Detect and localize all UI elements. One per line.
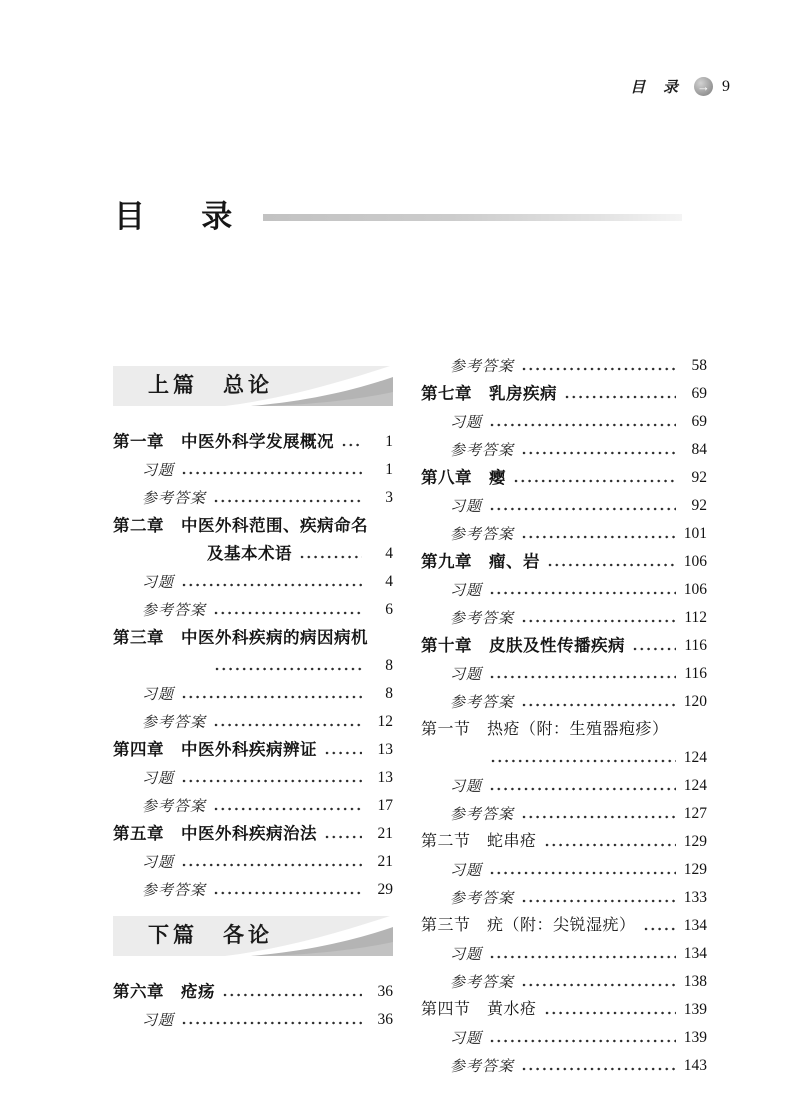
dot-leader xyxy=(490,787,676,791)
toc-entry-row xyxy=(113,428,393,456)
dot-leader xyxy=(545,843,676,847)
page-number: 120 xyxy=(683,693,707,710)
dot-leader xyxy=(565,395,676,399)
dot-leader xyxy=(548,563,676,567)
toc-entry-row xyxy=(421,604,707,632)
dot-leader xyxy=(490,591,676,595)
toc-entry-label: 习题 xyxy=(450,777,483,795)
toc-entry-label: 习题 xyxy=(142,853,175,871)
page-number: 116 xyxy=(684,665,707,682)
toc-entry-label: 参考答案 xyxy=(142,489,207,507)
toc-entry-row xyxy=(421,408,707,436)
dot-leader xyxy=(633,647,676,651)
dot-leader xyxy=(522,451,676,455)
toc-entry-row xyxy=(113,848,393,876)
toc-column-right xyxy=(421,350,707,1080)
dot-leader xyxy=(214,611,362,615)
dot-leader xyxy=(182,695,362,699)
page-number: 36 xyxy=(377,983,393,1000)
toc-entry-label: 参考答案 xyxy=(142,797,207,815)
toc-entry-label: 第八章 瘿 xyxy=(421,469,506,487)
page-number: 127 xyxy=(683,805,707,822)
toc-entry-label: 参考答案 xyxy=(450,441,515,459)
dot-leader xyxy=(300,555,362,559)
dot-leader xyxy=(182,863,362,867)
toc-entry-row xyxy=(113,512,393,540)
page-number: 133 xyxy=(683,889,707,906)
dot-leader xyxy=(522,703,676,707)
toc-entry-label: 习题 xyxy=(142,1011,175,1029)
toc-entry-label: 第三章 中医外科疾病的病因病机 xyxy=(113,629,368,647)
part-banner xyxy=(113,366,393,406)
dot-leader xyxy=(491,759,676,763)
page-title: 目 录 xyxy=(114,199,246,234)
dot-leader xyxy=(182,583,362,587)
toc-entry-row xyxy=(421,436,707,464)
page-number: 92 xyxy=(691,469,707,486)
toc-entry-label: 参考答案 xyxy=(450,525,515,543)
page-number: 124 xyxy=(683,777,707,794)
toc-entry-row xyxy=(421,884,707,912)
toc-entry-label: 习题 xyxy=(142,573,175,591)
page-number: 106 xyxy=(683,553,707,570)
toc-entry-row xyxy=(421,1052,707,1080)
toc-entry-label: 参考答案 xyxy=(450,1057,515,1075)
toc-entry-row xyxy=(113,978,393,1006)
page-number: 139 xyxy=(683,1029,707,1046)
toc-entry-row xyxy=(421,464,707,492)
toc-entry-label: 第七章 乳房疾病 xyxy=(421,385,557,403)
page-number: 138 xyxy=(683,973,707,990)
toc-entry-row xyxy=(421,632,707,660)
toc-entry-row xyxy=(113,736,393,764)
dot-leader xyxy=(490,955,676,959)
toc-entry-label: 及基本术语 xyxy=(207,545,292,563)
toc-entry-label: 第二节 蛇串疮 xyxy=(421,833,537,850)
toc-column-left xyxy=(113,350,393,1080)
toc-entry-row xyxy=(421,492,707,520)
toc-entry-row xyxy=(113,792,393,820)
page-number: 21 xyxy=(377,825,393,842)
part-banner-label: 下篇 各论 xyxy=(148,924,273,947)
page-number: 124 xyxy=(683,749,707,766)
page-number: 143 xyxy=(683,1057,707,1074)
page-number: 69 xyxy=(691,385,707,402)
title-rule xyxy=(263,214,682,221)
toc-entry-row xyxy=(421,800,707,828)
toc-entry-label: 参考答案 xyxy=(450,973,515,991)
part-banner xyxy=(113,916,393,956)
page-number: 8 xyxy=(385,657,393,674)
toc-entry-row xyxy=(421,716,707,744)
page-number: 21 xyxy=(377,853,393,870)
toc-entry-label: 习题 xyxy=(450,665,483,683)
toc-entry-row xyxy=(421,912,707,940)
toc-entry-row xyxy=(113,484,393,512)
running-title: 目 录 xyxy=(630,80,685,96)
page-number: 84 xyxy=(691,441,707,458)
page-number: 129 xyxy=(683,833,707,850)
toc-entry-label: 习题 xyxy=(450,1029,483,1047)
toc-entry-row xyxy=(113,876,393,904)
toc-entry-row xyxy=(113,764,393,792)
toc-entry-label: 第五章 中医外科疾病治法 xyxy=(113,825,317,843)
toc-entry-row xyxy=(421,744,707,772)
page-number: 12 xyxy=(377,713,393,730)
dot-leader xyxy=(490,871,676,875)
toc-entry-label: 参考答案 xyxy=(450,357,515,375)
arrow-right-icon: → xyxy=(694,77,713,96)
toc-entry-row xyxy=(421,520,707,548)
dot-leader xyxy=(490,507,676,511)
page-number: 112 xyxy=(684,609,707,626)
dot-leader xyxy=(223,993,362,997)
toc-entry-label: 习题 xyxy=(142,685,175,703)
toc-entry-row xyxy=(113,540,393,568)
toc-entry-label: 习题 xyxy=(450,945,483,963)
toc-entry-row xyxy=(113,652,393,680)
toc-entry-row xyxy=(113,708,393,736)
page-number: 134 xyxy=(683,917,707,934)
toc-entry-row xyxy=(421,996,707,1024)
page-number: 139 xyxy=(683,1001,707,1018)
dot-leader xyxy=(522,619,676,623)
page-number: 13 xyxy=(377,769,393,786)
toc-entry-label: 习题 xyxy=(142,461,175,479)
toc-entry-label: 第六章 疮疡 xyxy=(113,983,215,1001)
toc-entry-row xyxy=(113,568,393,596)
dot-leader xyxy=(182,779,362,783)
toc-entry-label: 第九章 瘤、岩 xyxy=(421,553,540,571)
toc-entry-label: 参考答案 xyxy=(450,805,515,823)
toc-entry-label: 参考答案 xyxy=(450,693,515,711)
toc-entry-label: 参考答案 xyxy=(142,881,207,899)
dot-leader xyxy=(522,899,676,903)
toc-entry-label: 参考答案 xyxy=(450,889,515,907)
toc-entry-label: 习题 xyxy=(450,413,483,431)
page-number: 3 xyxy=(385,489,393,506)
page-number: 92 xyxy=(691,497,707,514)
dot-leader xyxy=(522,1067,676,1071)
toc-entry-label: 参考答案 xyxy=(142,713,207,731)
dot-leader xyxy=(522,983,676,987)
toc-entry-label: 参考答案 xyxy=(142,601,207,619)
part-banner-label: 上篇 总论 xyxy=(148,374,273,397)
toc-entry-label: 习题 xyxy=(450,497,483,515)
toc-entry-row xyxy=(113,456,393,484)
toc-entry-row xyxy=(421,856,707,884)
page-number: 134 xyxy=(683,945,707,962)
toc-entry-label: 习题 xyxy=(450,861,483,879)
dot-leader xyxy=(325,751,362,755)
toc-entry-label: 第四章 中医外科疾病辨证 xyxy=(113,741,317,759)
toc-entry-row xyxy=(113,624,393,652)
page-number: 6 xyxy=(385,601,393,618)
dot-leader xyxy=(514,479,676,483)
dot-leader xyxy=(522,367,676,371)
page-number: 8 xyxy=(385,685,393,702)
page-number: 101 xyxy=(683,525,707,542)
toc-entry-row xyxy=(421,940,707,968)
page-number: 116 xyxy=(684,637,707,654)
page-number: 1 xyxy=(385,461,393,478)
toc-entry-row xyxy=(421,660,707,688)
page-number: 4 xyxy=(385,573,393,590)
dot-leader xyxy=(325,835,362,839)
page-number: 17 xyxy=(377,797,393,814)
toc-entry-row xyxy=(421,380,707,408)
toc-columns xyxy=(113,350,707,1080)
toc-entry-label: 第一章 中医外科学发展概况 xyxy=(113,433,334,451)
toc-entry-row xyxy=(113,1006,393,1034)
dot-leader xyxy=(490,423,676,427)
toc-entry-row xyxy=(421,1024,707,1052)
page-number: 29 xyxy=(377,881,393,898)
page-number: 106 xyxy=(683,581,707,598)
dot-leader xyxy=(342,443,362,447)
dot-leader xyxy=(490,1039,676,1043)
toc-entry-label: 参考答案 xyxy=(450,609,515,627)
page-number: 58 xyxy=(691,357,707,374)
toc-entry-label: 第十章 皮肤及性传播疾病 xyxy=(421,637,625,655)
header-page-number: 9 xyxy=(722,77,730,95)
toc-entry-row xyxy=(421,828,707,856)
toc-entry-row xyxy=(421,772,707,800)
toc-entry-row xyxy=(421,576,707,604)
dot-leader xyxy=(545,1011,676,1015)
dot-leader xyxy=(644,927,676,931)
dot-leader xyxy=(214,891,362,895)
toc-entry-row xyxy=(421,688,707,716)
dot-leader xyxy=(182,1021,362,1025)
toc-entry-label: 习题 xyxy=(142,769,175,787)
toc-entry-label: 习题 xyxy=(450,581,483,599)
toc-entry-row xyxy=(113,820,393,848)
page-number: 4 xyxy=(385,545,393,562)
page-number: 69 xyxy=(691,413,707,430)
toc-entry-label: 第三节 疣（附：尖锐湿疣） xyxy=(421,917,636,934)
dot-leader xyxy=(522,815,676,819)
toc-entry-label: 第二章 中医外科范围、疾病命名 xyxy=(113,517,368,535)
dot-leader xyxy=(214,723,362,727)
toc-entry-label: 第一节 热疮（附：生殖器疱疹） xyxy=(421,721,669,738)
toc-entry-label: 第四节 黄水疮 xyxy=(421,1001,537,1018)
title-block xyxy=(114,191,682,236)
toc-entry-row xyxy=(421,968,707,996)
page-number: 1 xyxy=(385,433,393,450)
dot-leader xyxy=(522,535,676,539)
toc-entry-row xyxy=(421,352,707,380)
running-header xyxy=(630,76,730,97)
dot-leader xyxy=(214,807,362,811)
dot-leader xyxy=(182,471,362,475)
toc-entry-row xyxy=(113,596,393,624)
dot-leader xyxy=(490,675,676,679)
toc-entry-row xyxy=(421,548,707,576)
page-number: 36 xyxy=(377,1011,393,1028)
dot-leader xyxy=(214,499,362,503)
dot-leader xyxy=(215,667,362,671)
page-number: 13 xyxy=(377,741,393,758)
page-number: 129 xyxy=(683,861,707,878)
toc-entry-row xyxy=(113,680,393,708)
